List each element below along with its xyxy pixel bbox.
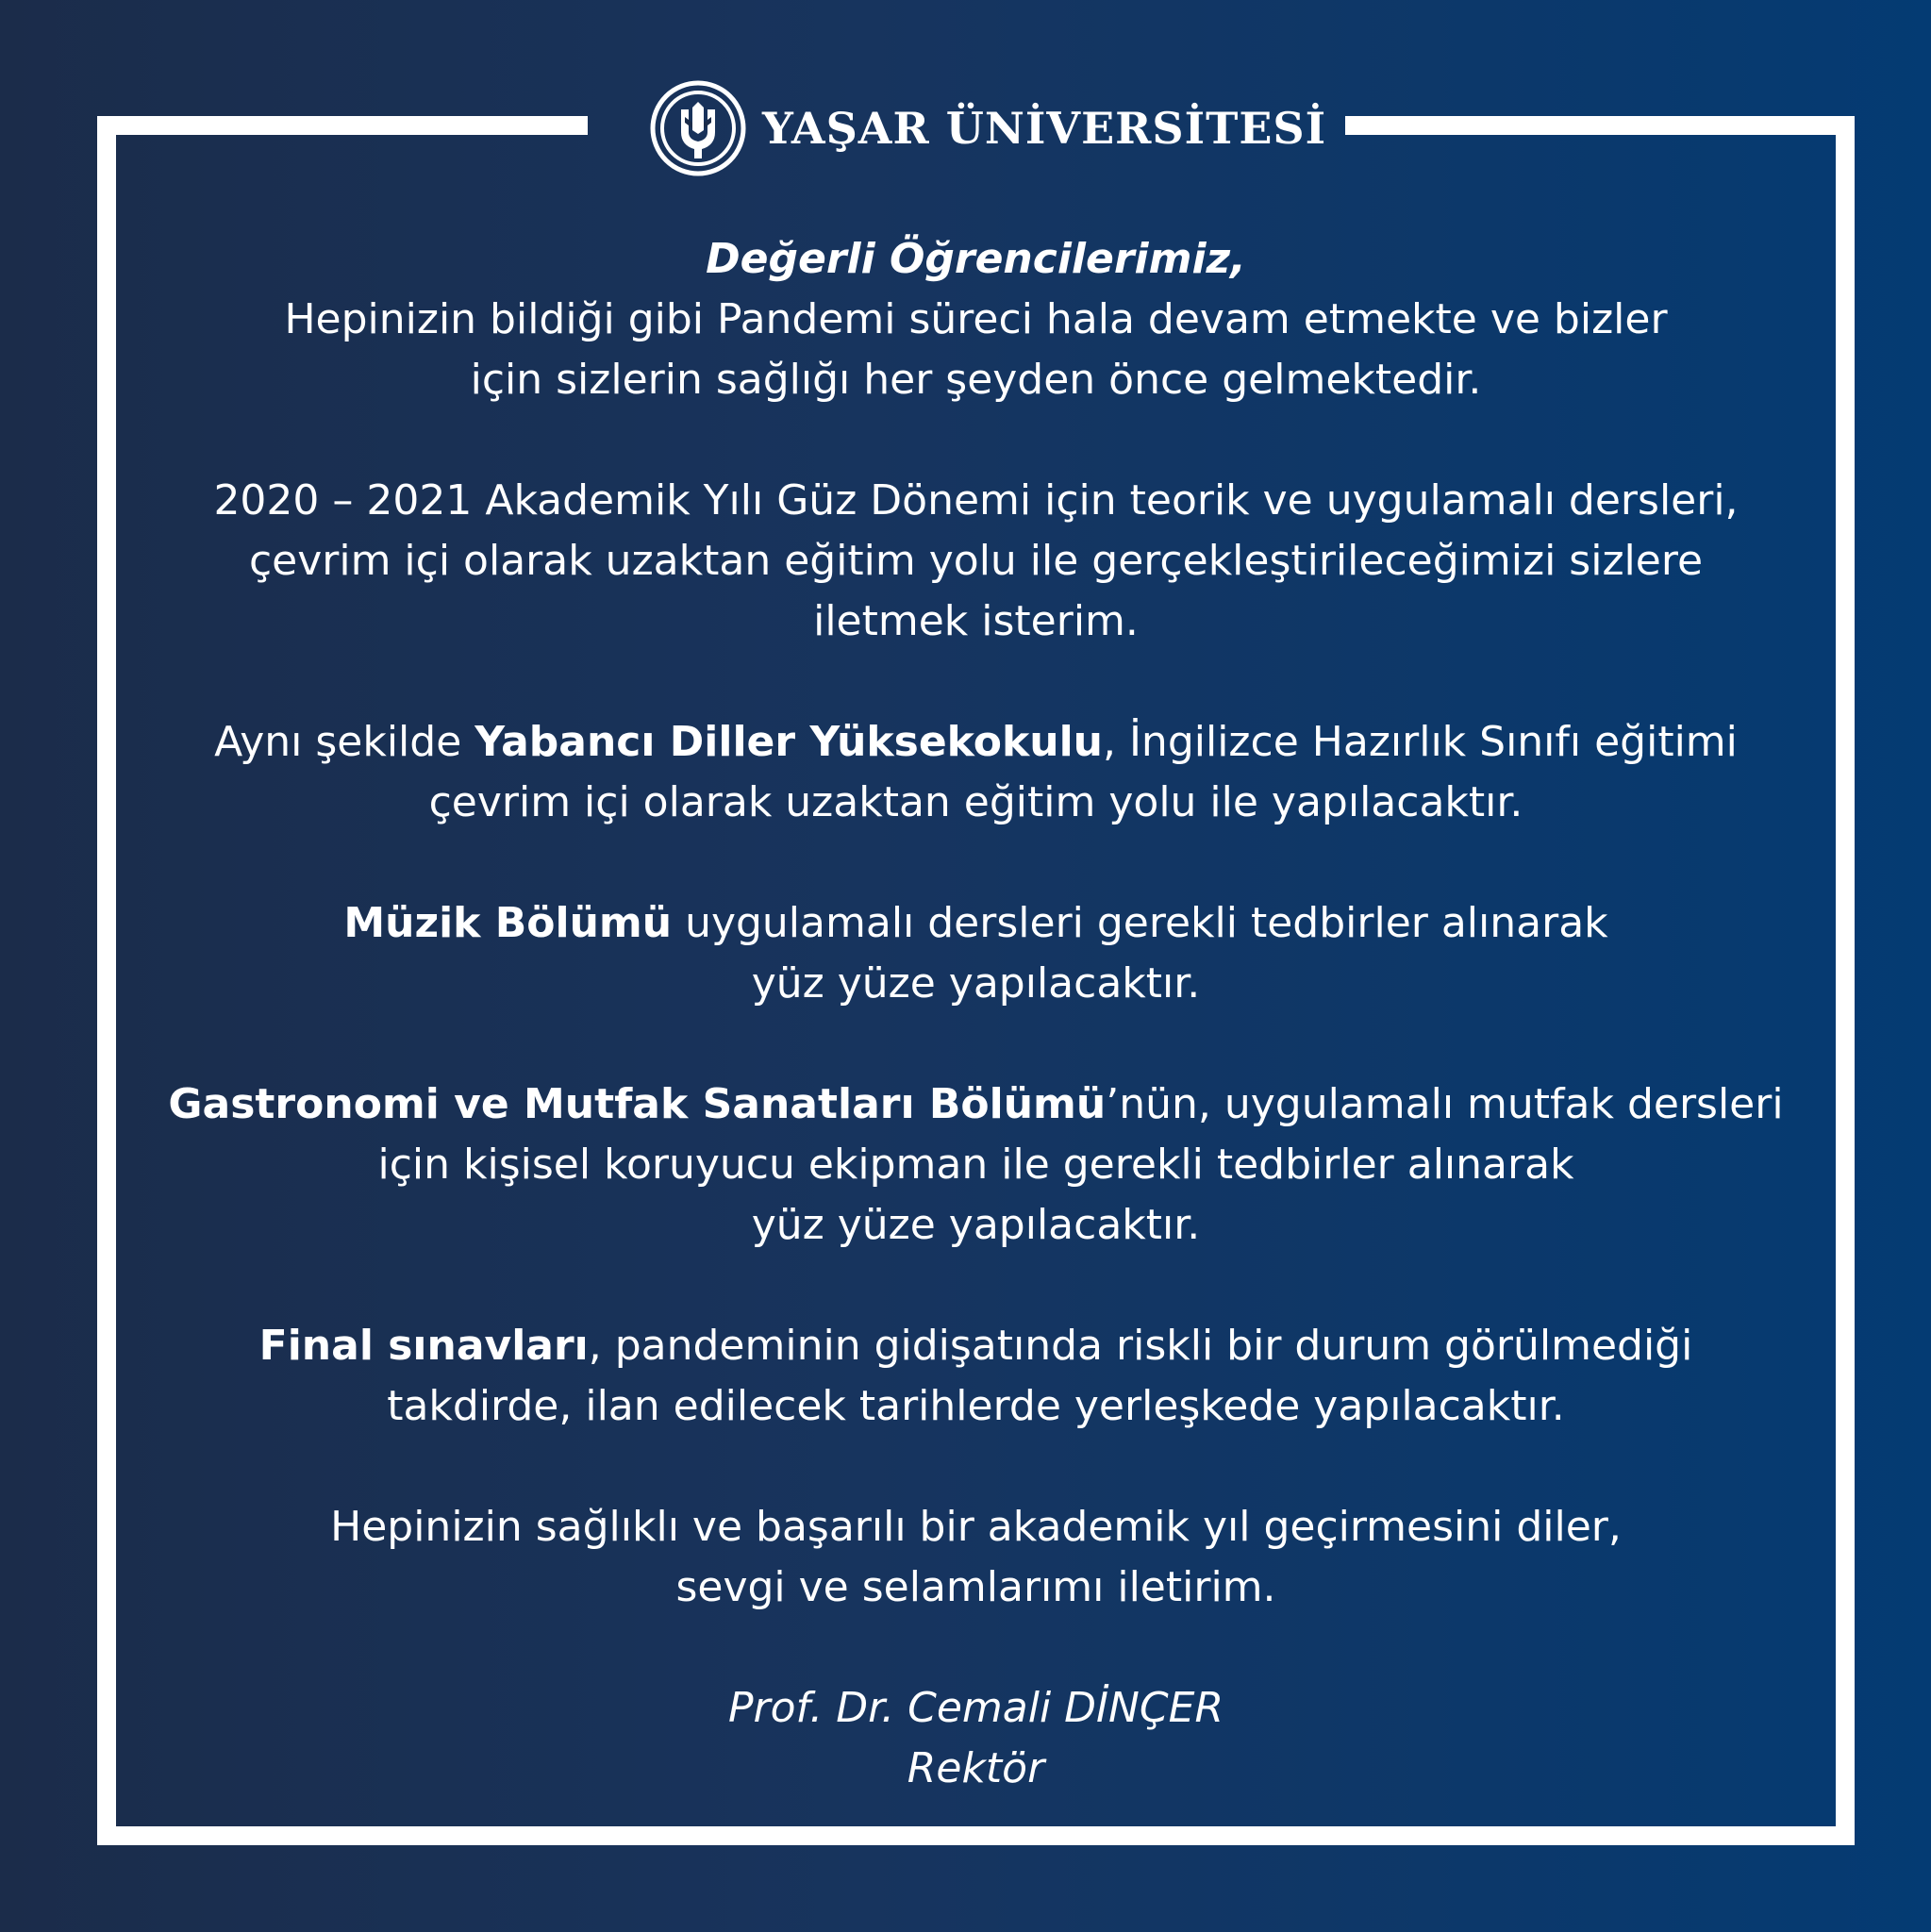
paragraph-text: uygulamalı dersleri gerekli tedbirler alınarak [672, 899, 1608, 947]
paragraph-text: , İngilizce Hazırlık Sınıfı eğitimi [1102, 718, 1738, 766]
intro-line: için sizlerin sağlığı her şeyden önce gelmektedir. [470, 356, 1482, 404]
language-school-paragraph [116, 712, 1836, 833]
highlighted-text: Gastronomi ve Mutfak Sanatları Bölümü [168, 1080, 1107, 1128]
paragraph-line: takdirde, ilan edilecek tarihlerde yerleşkede yapılacaktır. [387, 1382, 1565, 1430]
paragraph-line: çevrim içi olarak uzaktan eğitim yolu ile gerçekleştirileceğimizi sizlere [248, 537, 1704, 585]
greeting: Değerli Öğrencilerimiz, [706, 235, 1246, 283]
paragraph-line: 2020 – 2021 Akademik Yılı Güz Dönemi için teorik ve uygulamalı dersleri, [213, 476, 1739, 525]
frame-top-right-border [1345, 116, 1855, 135]
final-exams-paragraph [116, 1316, 1836, 1437]
signature-name: Prof. Dr. Cemali DİNÇER [727, 1684, 1224, 1732]
signature [116, 1678, 1836, 1799]
intro-line: Hepinizin bildiği gibi Pandemi süreci hala devam etmekte ve bizler [284, 295, 1668, 343]
frame-right-border [1836, 116, 1855, 1845]
paragraph-line: Hepinizin sağlıklı ve başarılı bir akademik yıl geçirmesini diler, [330, 1503, 1622, 1551]
paragraph-line: yüz yüze yapılacaktır. [751, 1201, 1201, 1249]
yasar-university-emblem-icon [649, 79, 747, 177]
paragraph-text: , pandeminin gidişatında riskli bir durum görülmediği [588, 1322, 1693, 1370]
brand-name: YAŞAR ÜNİVERSİTESİ [762, 103, 1327, 154]
paragraph-text: ’nün, uygulamalı mutfak dersleri [1106, 1080, 1784, 1128]
paragraph-line: çevrim içi olarak uzaktan eğitim yolu ile yapılacaktır. [428, 778, 1523, 826]
academic-year-paragraph [116, 471, 1836, 652]
paragraph-line: yüz yüze yapılacaktır. [751, 959, 1201, 1008]
highlighted-text: Final sınavları [258, 1322, 589, 1370]
gastronomy-department-paragraph [116, 1074, 1836, 1256]
signature-title: Rektör [907, 1744, 1045, 1792]
intro-paragraph [116, 229, 1836, 410]
paragraph-line: iletmek isterim. [813, 597, 1139, 645]
paragraph-text: Aynı şekilde [214, 718, 475, 766]
frame-left-border [97, 116, 116, 1845]
frame-top-left-border [97, 116, 588, 135]
paragraph-line: sevgi ve selamlarımı iletirim. [675, 1563, 1276, 1611]
letter-body [116, 229, 1836, 1859]
closing-paragraph [116, 1497, 1836, 1618]
university-logo [649, 79, 1326, 177]
music-department-paragraph [116, 893, 1836, 1014]
highlighted-text: Müzik Bölümü [343, 899, 673, 947]
paragraph-line: için kişisel koruyucu ekipman ile gerekli tedbirler alınarak [377, 1141, 1574, 1189]
highlighted-text: Yabancı Diller Yüksekokulu [474, 718, 1103, 766]
